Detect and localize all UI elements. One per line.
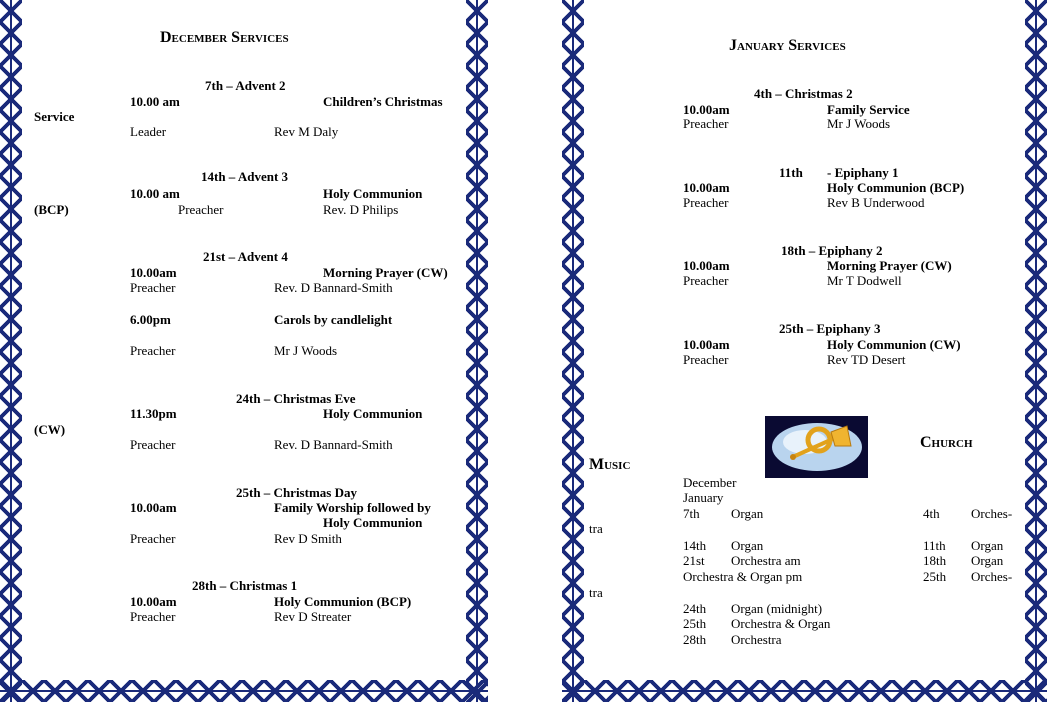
dec-s3-name2: Carols by candlelight	[274, 312, 393, 327]
jan-s4-time: 10.00am	[683, 337, 730, 352]
dec-s4-name: Holy Communion	[323, 406, 423, 421]
left-page-right-border	[466, 0, 488, 702]
jan-s1-time: 10.00am	[683, 102, 730, 117]
right-page-bottom-border	[562, 680, 1047, 702]
music-row-wrap: tra	[589, 585, 603, 600]
jan-s3-time: 10.00am	[683, 258, 730, 273]
dec-s6-role: Preacher	[130, 609, 176, 624]
dec-s2-time: 10.00 am	[130, 186, 180, 201]
dec-s3-heading: 21st – Advent 4	[203, 249, 288, 264]
dec-s1-role: Leader	[130, 124, 167, 139]
music-row-date: 28th	[683, 632, 707, 647]
jan-s4-heading: 25th – Epiphany 3	[779, 321, 881, 336]
dec-s2-extra: (BCP)	[34, 202, 69, 217]
left-page-bottom-border	[0, 680, 488, 702]
jan-s4-person: Rev TD Desert	[827, 352, 906, 367]
dec-s2-name: Holy Communion	[323, 186, 423, 201]
dec-s3-person: Rev. D Bannard-Smith	[274, 280, 393, 295]
music-row-value: Organ	[731, 538, 764, 553]
jan-s2-time: 10.00am	[683, 180, 730, 195]
dec-s6-time: 10.00am	[130, 594, 177, 609]
jan-s1-name: Family Service	[827, 102, 910, 117]
music-december-label: December	[683, 475, 737, 490]
jan-s4-role: Preacher	[683, 352, 729, 367]
music-january-label: January	[683, 490, 724, 505]
dec-s4-person: Rev. D Bannard-Smith	[274, 437, 393, 452]
jan-s2-person: Rev B Underwood	[827, 195, 925, 210]
music-row-value: Orchestra	[731, 632, 782, 647]
january-title: January Services	[729, 37, 846, 54]
dec-s1-time: 10.00 am	[130, 94, 180, 109]
jan-s2-heading-name: - Epiphany 1	[827, 165, 899, 180]
jan-s1-heading: 4th – Christmas 2	[754, 86, 853, 101]
jan-s3-person: Mr T Dodwell	[827, 273, 902, 288]
music-row-date: 25th	[683, 616, 707, 631]
december-title: December Services	[160, 29, 289, 46]
dec-s2-role: Preacher	[178, 202, 224, 217]
music-row-date: 14th	[683, 538, 707, 553]
music-row-jan-date: 11th	[923, 538, 946, 553]
dec-s4-extra: (CW)	[34, 422, 66, 437]
dec-s6-person: Rev D Streater	[274, 609, 352, 624]
dec-s4-heading: 24th – Christmas Eve	[236, 391, 356, 406]
dec-s6-name: Holy Communion (BCP)	[274, 594, 412, 609]
jan-s2-name: Holy Communion (BCP)	[827, 180, 965, 195]
dec-s6-heading: 28th – Christmas 1	[192, 578, 298, 593]
music-row-jan-value: Organ	[971, 538, 1004, 553]
dec-s3-time: 10.00am	[130, 265, 177, 280]
dec-s2-person: Rev. D Philips	[323, 202, 399, 217]
dec-s5-heading: 25th – Christmas Day	[236, 485, 357, 500]
dec-s5-time: 10.00am	[130, 500, 177, 515]
dec-s1-extra: Service	[34, 109, 75, 124]
dec-s4-role: Preacher	[130, 437, 176, 452]
dec-s5-name: Family Worship followed by	[274, 500, 431, 515]
music-row-date: 21st	[683, 553, 705, 568]
music-row-value: Organ (midnight)	[731, 601, 823, 616]
right-page-left-border	[562, 0, 584, 702]
music-row-value: Organ	[731, 506, 764, 521]
dec-s1-name: Children’s Christmas	[323, 94, 443, 109]
jan-s3-role: Preacher	[683, 273, 729, 288]
music-row-wrap: tra	[589, 521, 603, 536]
jan-s1-person: Mr J Woods	[827, 116, 891, 131]
jan-s2-role: Preacher	[683, 195, 729, 210]
dec-s1-heading: 7th – Advent 2	[205, 78, 286, 93]
dec-s3-role2: Preacher	[130, 343, 176, 358]
dec-s5-person: Rev D Smith	[274, 531, 342, 546]
music-row-jan-date: 18th	[923, 553, 947, 568]
music-row-jan-value: Organ	[971, 553, 1004, 568]
music-row-value: Orchestra & Organ	[731, 616, 831, 631]
music-row-jan-date: 25th	[923, 569, 947, 584]
jan-s3-heading: 18th – Epiphany 2	[781, 243, 883, 258]
music-row-jan-date: 4th	[923, 506, 940, 521]
music-row-jan-value: Orches-	[971, 569, 1013, 584]
jan-s4-name: Holy Communion (CW)	[827, 337, 961, 352]
dec-s5-role: Preacher	[130, 531, 176, 546]
music-row-value: Orchestra am	[731, 553, 801, 568]
dec-s2-heading: 14th – Advent 3	[201, 169, 289, 184]
music-row-date: Orchestra & Organ pm	[683, 569, 803, 584]
right-page-right-border	[1025, 0, 1047, 702]
music-row-jan-value: Orches-	[971, 506, 1013, 521]
jan-s1-role: Preacher	[683, 116, 729, 131]
dec-s1-person: Rev M Daly	[274, 124, 339, 139]
dec-s3-person2: Mr J Woods	[274, 343, 338, 358]
dec-s3-role: Preacher	[130, 280, 176, 295]
music-title: Music	[589, 456, 631, 473]
dec-s3-time2: 6.00pm	[130, 312, 171, 327]
music-row-date: 24th	[683, 601, 707, 616]
jan-s3-name: Morning Prayer (CW)	[827, 258, 952, 273]
church-title: Church	[920, 434, 973, 451]
jan-s2-heading-date: 11th	[779, 165, 803, 180]
dec-s4-time: 11.30pm	[130, 406, 177, 421]
dec-s5-name-cont: Holy Communion	[323, 515, 423, 530]
left-page-left-border	[0, 0, 22, 702]
hunting-horn-icon	[765, 416, 868, 478]
music-row-date: 7th	[683, 506, 700, 521]
dec-s3-name: Morning Prayer (CW)	[323, 265, 448, 280]
